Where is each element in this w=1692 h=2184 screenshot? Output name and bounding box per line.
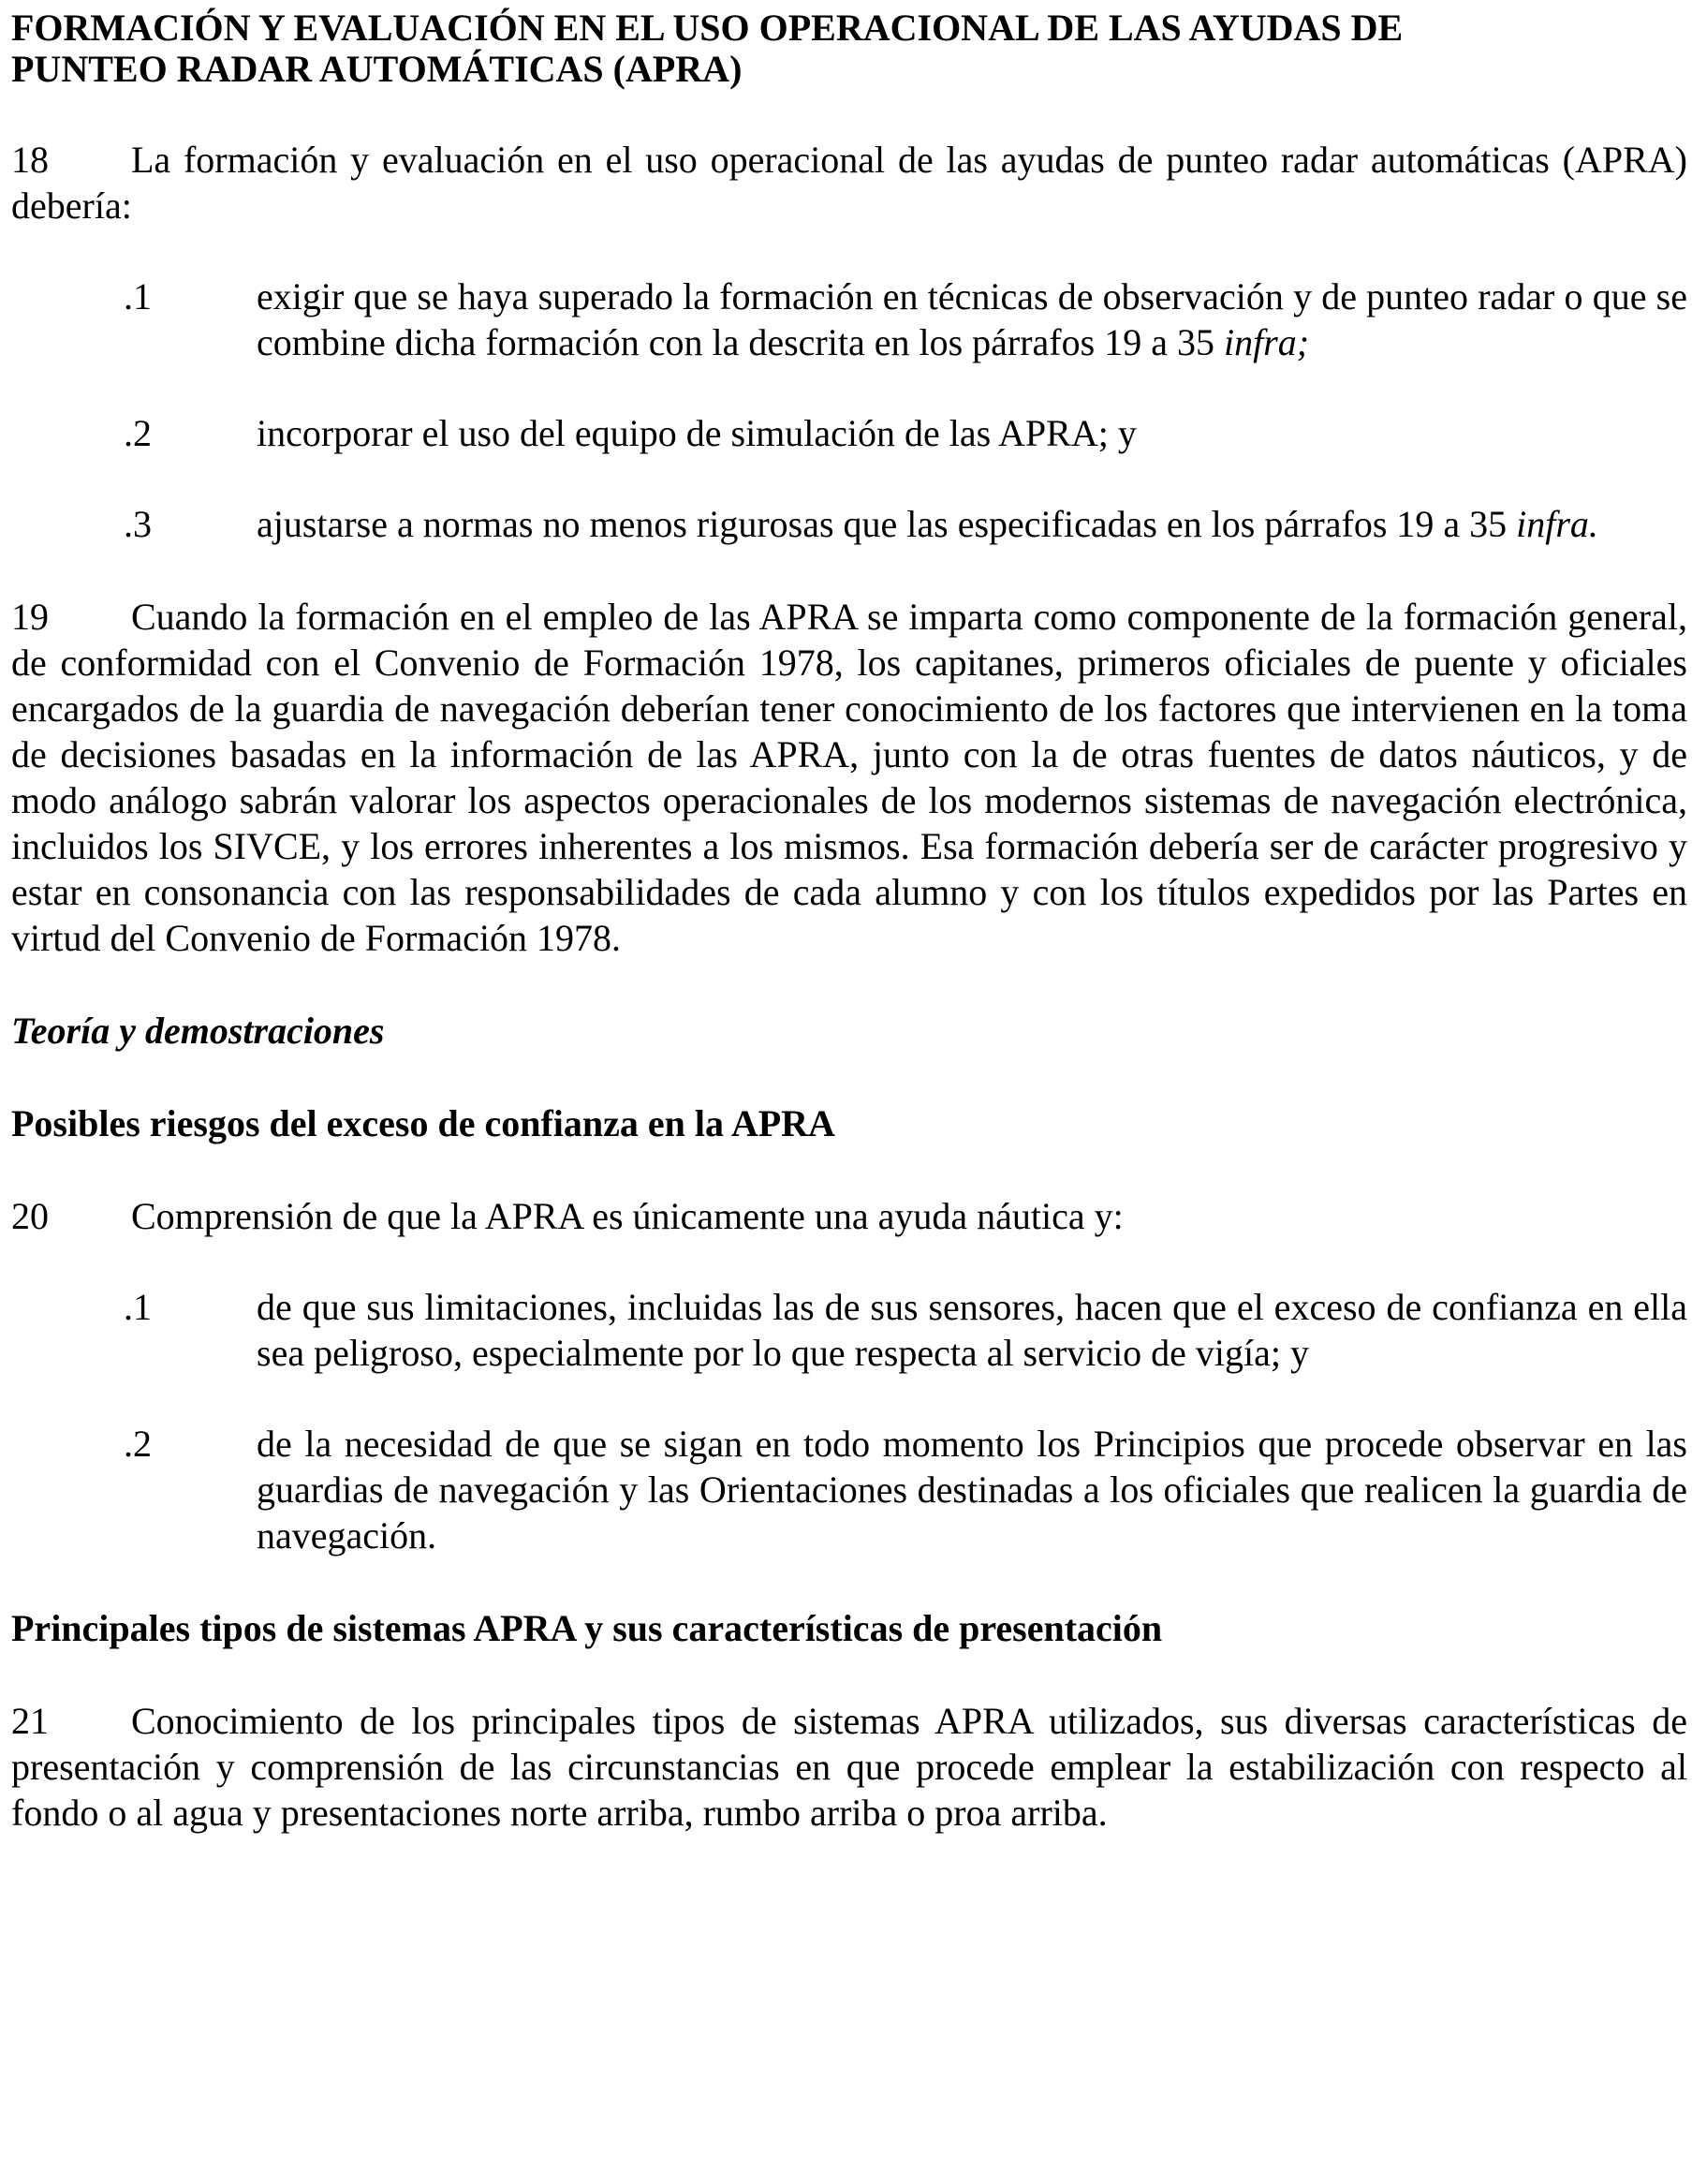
list-item-text: de que sus limitaciones, incluidas las de sus sensores, hacen que el exceso de confianza en ella sea peligroso, especialmente por lo que respecta al servicio de vigía; y: [257, 1286, 1687, 1374]
list-item-number: .1: [124, 1286, 152, 1328]
section-heading-risks: Posibles riesgos del exceso de confianza en la APRA: [11, 1102, 835, 1144]
section-heading-types: Principales tipos de sistemas APRA y sus características de presentación: [11, 1607, 1163, 1649]
list-item: [11, 1284, 1687, 1376]
italic-reference: infra.: [1516, 503, 1598, 545]
italic-reference: infra;: [1223, 321, 1310, 363]
document-page: [11, 0, 1687, 1836]
paragraph-number: 21: [11, 1700, 49, 1742]
list-item: [11, 273, 1687, 365]
paragraph-text: Conocimiento de los principales tipos de sistemas APRA utilizados, sus diversas características de presentación y comprensión de las circunstancias en que procede emplear la estabilización con respecto al fondo o al agua y presentaciones norte arriba, rumbo arriba o proa arriba.: [11, 1700, 1687, 1834]
list-item-text: de la necesidad de que se sigan en todo momento los Principios que procede observar en las guardias de navegación y las Orientaciones destinadas a los oficiales que realicen la guardia de navegación.: [257, 1423, 1687, 1557]
list-item-number: .2: [124, 1423, 152, 1465]
paragraph-text: Cuando la formación en el empleo de las APRA se imparta como componente de la formación general, de conformidad con el Convenio de Formación 1978, los capitanes, primeros oficiales de puente y oficiales encargados de la guardia de navegación deberían tener conocimiento de los factores que intervienen en la toma de decisiones basadas en la información de las APRA, junto con la de otras fuentes de datos náuticos, y de modo análogo sabrán valorar los aspectos operacionales de los modernos sistemas de navegación electrónica, incluidos los SIVCE, y los errores inherentes a los mismos. Esa formación debería ser de carácter progresivo y estar en consonancia con las responsabilidades de cada alumno y con los títulos expedidos por las Partes en virtud del Convenio de Formación 1978.: [11, 596, 1687, 959]
list-item-text: exigir que se haya superado la formación en técnicas de observación y de punteo radar o que se combine dicha formación con la descrita en los párrafos 19 a 35 infra;: [257, 275, 1687, 363]
list-item-text: ajustarse a normas no menos rigurosas que las especificadas en los párrafos 19 a 35 infra.: [257, 503, 1598, 545]
paragraph-20: [11, 1193, 1687, 1239]
list-item: [11, 501, 1687, 547]
paragraph-18: [11, 137, 1687, 229]
section-heading-theory: Teoría y demostraciones: [11, 1010, 385, 1052]
paragraph-number: 19: [11, 596, 49, 638]
paragraph-number: 18: [11, 139, 49, 181]
paragraph-21: [11, 1698, 1687, 1836]
paragraph-text: La formación y evaluación en el uso operacional de las ayudas de punteo radar automáticas (APRA) debería:: [11, 139, 1687, 227]
list-item-number: .3: [124, 503, 152, 545]
document-title: [11, 7, 1687, 90]
paragraph-number: 20: [11, 1195, 49, 1237]
list-item: [11, 410, 1687, 456]
title-line-1: FORMACIÓN Y EVALUACIÓN EN EL USO OPERACIONAL DE LAS AYUDAS DE: [11, 7, 1404, 49]
paragraph-text: Comprensión de que la APRA es únicamente una ayuda náutica y:: [131, 1195, 1124, 1237]
list-item-number: .1: [124, 275, 152, 317]
paragraph-19: [11, 594, 1687, 961]
list-item: [11, 1421, 1687, 1558]
list-item-text: incorporar el uso del equipo de simulación de las APRA; y: [257, 412, 1137, 454]
title-line-2: PUNTEO RADAR AUTOMÁTICAS (APRA): [11, 48, 743, 90]
list-item-number: .2: [124, 412, 152, 454]
